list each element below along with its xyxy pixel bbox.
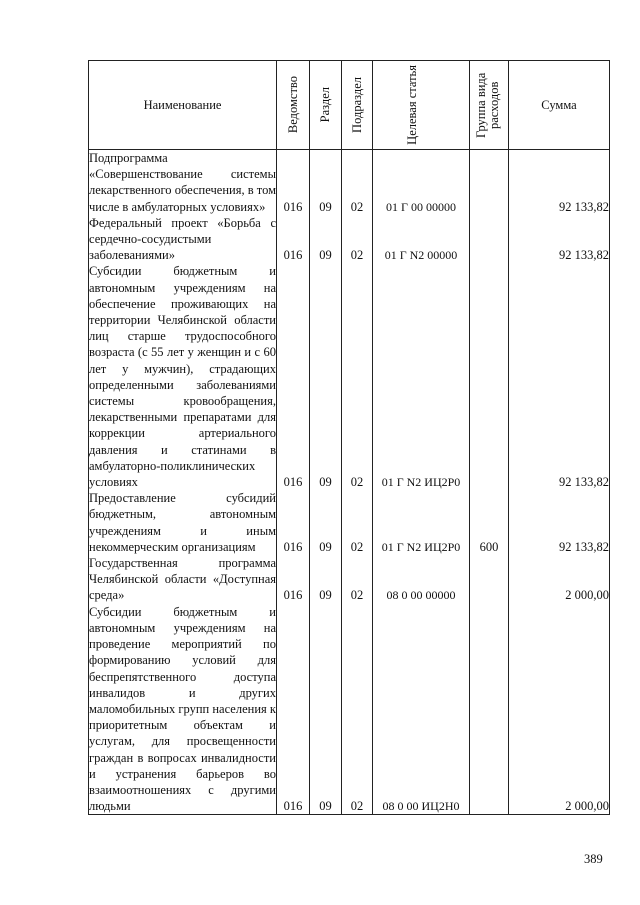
row-name: Субсидии бюджетным и автономным учреждениям на проведение мероприятий по формированию условий для беспрепятственного доступа инвалидов и других маломобильных групп населения к приоритетным объектам и услугам, для просвещенности граждан в вопросах инвалидности и устранения барьеров во взаимоотношениях с другими людьми: [89, 604, 276, 814]
table-row: [89, 263, 610, 490]
row-expense-group: 600: [470, 490, 509, 555]
row-section: 09: [310, 555, 342, 604]
row-ministry: 016: [277, 555, 310, 604]
row-target: 01 Г N2 ИЦ2Р0: [373, 490, 470, 555]
row-subsection: 02: [342, 555, 373, 604]
row-sum: 2 000,00: [509, 555, 610, 604]
row-target: 01 Г N2 ИЦ2Р0: [373, 263, 470, 490]
row-name: Подпрограмма «Совершенствование системы лекарственного обеспечения, в том числе в амбулаторных условиях»: [89, 151, 276, 214]
budget-table: [88, 60, 610, 815]
row-sum: 92 133,82: [509, 215, 610, 264]
row-name: Государственная программа Челябинской области «Доступная среда»: [89, 556, 276, 603]
row-ministry: 016: [277, 490, 310, 555]
row-target: 01 Г 00 00000: [373, 150, 470, 215]
row-sum: 92 133,82: [509, 263, 610, 490]
row-expense-group: [470, 215, 509, 264]
row-section: 09: [310, 215, 342, 264]
header-sum: Сумма: [509, 61, 610, 150]
header-expense-group: Группа вида расходов: [470, 61, 509, 150]
row-section: 09: [310, 150, 342, 215]
header-subsection: Подраздел: [342, 61, 373, 150]
row-sum: 2 000,00: [509, 604, 610, 815]
page-number: 389: [584, 852, 603, 866]
row-expense-group: [470, 263, 509, 490]
table-row: [89, 150, 610, 215]
table-row: [89, 555, 610, 604]
row-subsection: 02: [342, 490, 373, 555]
row-name: Субсидии бюджетным и автономным учреждениям на обеспечение проживающих на территории Челябинской области лиц старше трудоспособного возраста (с 55 лет у женщин и с 60 лет у мужчин), страдающих определенными заболеваниями системы кровообращения, лекарственными препаратами для коррекции артериального давления и статинами в амбулаторно-поликлинических условиях: [89, 264, 276, 490]
row-subsection: 02: [342, 263, 373, 490]
row-name: Федеральный проект «Борьба с сердечно-сосудистыми заболеваниями»: [89, 215, 276, 263]
row-subsection: 02: [342, 604, 373, 815]
row-subsection: 02: [342, 150, 373, 215]
row-target: 01 Г N2 00000: [373, 215, 470, 264]
row-subsection: 02: [342, 215, 373, 264]
row-ministry: 016: [277, 215, 310, 264]
row-section: 09: [310, 490, 342, 555]
header-section: Раздел: [310, 61, 342, 150]
header-name: Наименование: [89, 61, 277, 150]
table-row: [89, 604, 610, 815]
row-target: 08 0 00 ИЦ2Н0: [373, 604, 470, 815]
row-expense-group: [470, 150, 509, 215]
row-section: 09: [310, 604, 342, 815]
row-name: Предоставление субсидий бюджетным, автономным учреждениям и иным некоммерческим организациям: [89, 491, 276, 554]
row-target: 08 0 00 00000: [373, 555, 470, 604]
header-target: Целевая статья: [373, 61, 470, 150]
row-ministry: 016: [277, 263, 310, 490]
table-row: [89, 490, 610, 555]
row-section: 09: [310, 263, 342, 490]
row-sum: 92 133,82: [509, 490, 610, 555]
table-header-row: [89, 61, 610, 150]
header-ministry: Ведомство: [277, 61, 310, 150]
row-expense-group: [470, 555, 509, 604]
row-sum: 92 133,82: [509, 150, 610, 215]
row-expense-group: [470, 604, 509, 815]
row-ministry: 016: [277, 604, 310, 815]
row-ministry: 016: [277, 150, 310, 215]
table-row: [89, 215, 610, 264]
